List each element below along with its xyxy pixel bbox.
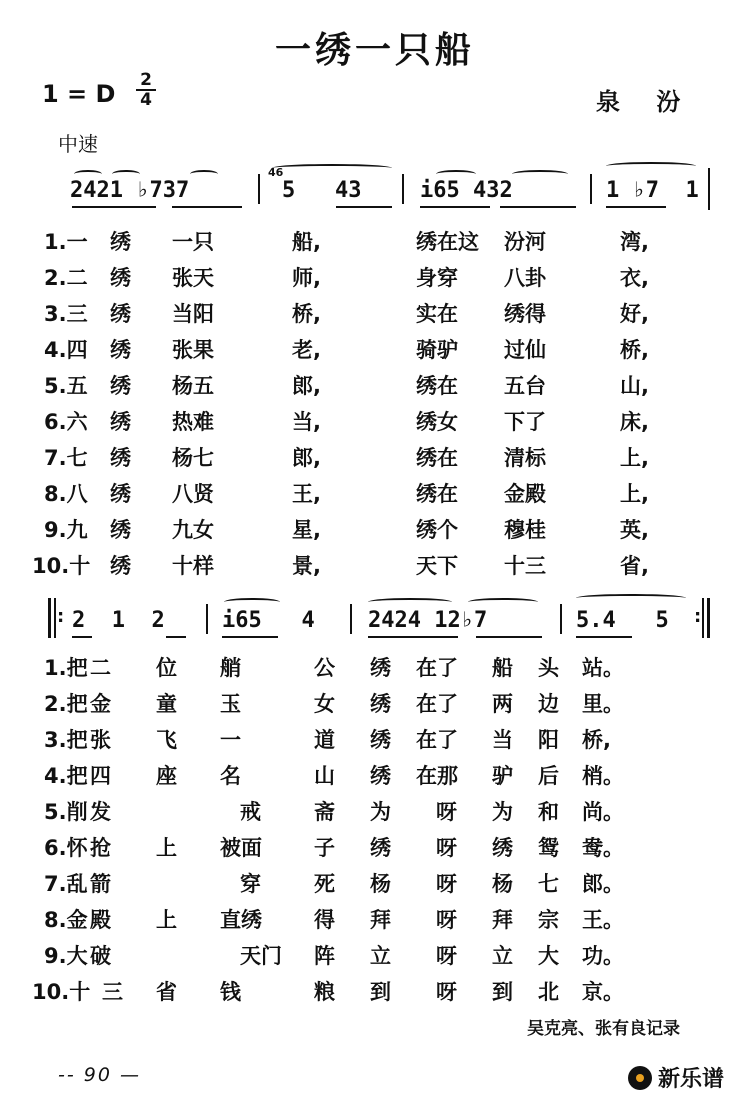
lyric-syllable: 金殿 <box>504 482 546 506</box>
lyric-syllable: 斋 <box>314 800 335 824</box>
lyric-syllable: 8.八 <box>44 482 88 506</box>
lyric-syllable: 7.乱 <box>44 872 88 896</box>
lyric-syllable: 湾, <box>620 230 649 254</box>
lyric-syllable: 穆桂 <box>504 518 546 542</box>
lyric-syllable: 抢 <box>90 836 111 860</box>
lyric-syllable: 上 <box>156 836 177 860</box>
verse2-line-4 <box>44 760 704 796</box>
lyric-syllable: 绣在 <box>416 374 458 398</box>
lyric-syllable: 二 <box>90 656 111 680</box>
lyric-syllable: 好, <box>620 302 649 326</box>
lyric-syllable: 张 <box>90 728 111 752</box>
lyric-syllable: 8.金 <box>44 908 88 932</box>
lyric-syllable: 热难 <box>172 410 214 434</box>
page-number: -- 90 — <box>58 1064 141 1086</box>
lyric-syllable: 桥, <box>292 302 321 326</box>
lyric-syllable: 当阳 <box>172 302 214 326</box>
lyric-syllable: 清标 <box>504 446 546 470</box>
verse1-line-6 <box>44 406 704 442</box>
lyric-syllable: 在了 <box>416 656 458 680</box>
lyric-syllable: 杨七 <box>172 446 214 470</box>
genre-label: 泉 汾 <box>596 88 695 116</box>
lyric-syllable: 八卦 <box>504 266 546 290</box>
lyric-syllable: 箭 <box>90 872 111 896</box>
verses-block-2 <box>0 652 750 1012</box>
verse2-line-7 <box>44 868 704 904</box>
lyric-syllable: 绣 <box>110 302 131 326</box>
lyric-syllable: 发 <box>90 800 111 824</box>
lyric-syllable: 绣个 <box>416 518 458 542</box>
lyric-syllable: 绣 <box>110 518 131 542</box>
lyric-syllable: 绣 <box>370 728 391 752</box>
lyric-syllable: 呀 <box>436 872 457 896</box>
transcription-credit: 吴克亮、张有良记录 <box>527 1019 680 1039</box>
staff-2: : 2 1 2 i65 4 2424 12♭7 5.4 5 : <box>0 598 750 648</box>
lyric-syllable: 船, <box>292 230 321 254</box>
lyric-syllable: 绣 <box>110 482 131 506</box>
lyric-syllable: 上 <box>156 908 177 932</box>
lyric-syllable: 绣女 <box>416 410 458 434</box>
record-disc-icon <box>628 1066 652 1090</box>
verse1-line-4 <box>44 334 704 370</box>
lyric-syllable: 阳 <box>538 728 559 752</box>
lyric-syllable: 座 <box>156 764 177 788</box>
lyric-syllable: 绣 <box>370 836 391 860</box>
lyric-syllable: 杨五 <box>172 374 214 398</box>
lyric-syllable: 后 <box>538 764 559 788</box>
lyric-syllable: 郎。 <box>582 872 624 896</box>
lyric-syllable: 大 <box>538 944 559 968</box>
verse2-line-10 <box>32 976 704 1012</box>
lyric-syllable: 鸯。 <box>582 836 624 860</box>
lyric-syllable: 绣 <box>370 692 391 716</box>
lyric-syllable: 老, <box>292 338 321 362</box>
lyric-syllable: 殿 <box>90 908 111 932</box>
lyric-syllable: 1.一 <box>44 230 88 254</box>
staff2-measure-1: 2 1 2 <box>72 608 165 633</box>
verse2-line-9 <box>44 940 704 976</box>
lyric-syllable: 王, <box>292 482 321 506</box>
lyric-syllable: 五台 <box>504 374 546 398</box>
lyric-syllable: 9.九 <box>44 518 88 542</box>
lyric-syllable: 十三 <box>504 554 546 578</box>
staff1-measure-2: 5 43 <box>282 178 362 203</box>
lyric-syllable: 呀 <box>436 944 457 968</box>
lyric-syllable: 绣在 <box>416 446 458 470</box>
lyric-syllable: 位 <box>156 656 177 680</box>
lyric-syllable: 戒 <box>240 800 261 824</box>
verse1-line-2 <box>44 262 704 298</box>
lyric-syllable: 骑驴 <box>416 338 458 362</box>
verse2-line-5 <box>44 796 704 832</box>
lyric-syllable: 到 <box>370 980 391 1004</box>
lyric-syllable: 直绣 <box>220 908 262 932</box>
lyric-syllable: 八贤 <box>172 482 214 506</box>
lyric-syllable: 绣 <box>110 338 131 362</box>
lyric-syllable: 边 <box>538 692 559 716</box>
lyric-syllable: 上, <box>620 446 649 470</box>
tempo-marking: 中速 <box>58 132 98 156</box>
staff1-measure-4: 1 ♭7 1 <box>606 178 699 203</box>
staff1-grace-notes: 46 <box>268 166 284 179</box>
lyric-syllable: 绣在这 <box>416 230 479 254</box>
lyric-syllable: 名 <box>220 764 241 788</box>
lyric-syllable: 在那 <box>416 764 458 788</box>
key-signature: 1 = D <box>42 80 116 108</box>
lyric-syllable: 被面 <box>220 836 262 860</box>
lyric-syllable: 10.十 <box>32 980 91 1004</box>
lyric-syllable: 在了 <box>416 728 458 752</box>
lyric-syllable: 穿 <box>240 872 261 896</box>
lyric-syllable: 呀 <box>436 980 457 1004</box>
verse2-line-8 <box>44 904 704 940</box>
lyric-syllable: 4.四 <box>44 338 88 362</box>
lyric-syllable: 九女 <box>172 518 214 542</box>
verse1-line-3 <box>44 298 704 334</box>
lyric-syllable: 呀 <box>436 908 457 932</box>
lyric-syllable: 省, <box>620 554 649 578</box>
lyric-syllable: 山 <box>314 764 335 788</box>
lyric-syllable: 女 <box>314 692 335 716</box>
staff2-measure-2: i65 4 <box>222 608 315 633</box>
lyric-syllable: 王。 <box>582 908 624 932</box>
verse1-line-1 <box>44 226 704 262</box>
lyric-syllable: 张天 <box>172 266 214 290</box>
lyric-syllable: 在了 <box>416 692 458 716</box>
lyric-syllable: 飞 <box>156 728 177 752</box>
lyric-syllable: 宗 <box>538 908 559 932</box>
verse2-line-1 <box>44 652 704 688</box>
lyric-syllable: 星, <box>292 518 321 542</box>
verse2-line-2 <box>44 688 704 724</box>
staff-1 <box>0 168 750 218</box>
song-title: 一绣一只船 <box>274 30 475 71</box>
lyric-syllable: 京。 <box>582 980 624 1004</box>
lyric-syllable: 床, <box>620 410 649 434</box>
lyric-syllable: 5.五 <box>44 374 88 398</box>
lyric-syllable: 呀 <box>436 836 457 860</box>
lyric-syllable: 张果 <box>172 338 214 362</box>
lyric-syllable: 拜 <box>370 908 391 932</box>
lyric-syllable: 当 <box>492 728 513 752</box>
verse1-line-7 <box>44 442 704 478</box>
lyric-syllable: 立 <box>492 944 513 968</box>
lyric-syllable: 绣 <box>370 764 391 788</box>
lyric-syllable: 破 <box>90 944 111 968</box>
lyric-syllable: 得 <box>314 908 335 932</box>
time-signature <box>136 72 156 108</box>
lyric-syllable: 5.削 <box>44 800 88 824</box>
lyric-syllable: 到 <box>492 980 513 1004</box>
lyric-syllable: 师, <box>292 266 321 290</box>
lyric-syllable: 6.怀 <box>44 836 88 860</box>
lyric-syllable: 绣得 <box>504 302 546 326</box>
lyric-syllable: 和 <box>538 800 559 824</box>
site-logo[interactable] <box>628 1062 724 1093</box>
time-signature-bottom: 4 <box>140 90 152 110</box>
staff1-measure-3: i65 432 <box>420 178 513 203</box>
lyric-syllable: 山, <box>620 374 649 398</box>
lyric-syllable: 驴 <box>492 764 513 788</box>
lyric-syllable: 9.大 <box>44 944 88 968</box>
lyric-syllable: 4.把 <box>44 764 88 788</box>
lyric-syllable: 拜 <box>492 908 513 932</box>
lyric-syllable: 衣, <box>620 266 649 290</box>
verse2-line-3 <box>44 724 704 760</box>
lyric-syllable: 七 <box>538 872 559 896</box>
lyric-syllable: 当, <box>292 410 321 434</box>
lyric-syllable: 6.六 <box>44 410 88 434</box>
lyric-syllable: 阵 <box>314 944 335 968</box>
lyric-syllable: 艄 <box>220 656 241 680</box>
lyric-syllable: 三 <box>102 980 123 1004</box>
lyric-syllable: 站。 <box>582 656 624 680</box>
lyric-syllable: 郎, <box>292 446 321 470</box>
lyric-syllable: 汾河 <box>504 230 546 254</box>
lyric-syllable: 童 <box>156 692 177 716</box>
lyric-syllable: 天门 <box>240 944 282 968</box>
lyric-syllable: 绣 <box>110 266 131 290</box>
lyric-syllable: 船 <box>492 656 513 680</box>
lyric-syllable: 为 <box>370 800 391 824</box>
lyric-syllable: 公 <box>314 656 335 680</box>
lyric-syllable: 钱 <box>220 980 241 1004</box>
logo-text: 新乐谱 <box>658 1067 725 1092</box>
time-signature-top: 2 <box>140 70 152 90</box>
verse1-line-9 <box>44 514 704 550</box>
lyric-syllable: 绣 <box>370 656 391 680</box>
lyric-syllable: 2.二 <box>44 266 88 290</box>
lyric-syllable: 桥, <box>620 338 649 362</box>
staff1-measure-1: 2421 ♭737 <box>70 178 190 203</box>
lyric-syllable: 10.十 <box>32 554 91 578</box>
lyric-syllable: 立 <box>370 944 391 968</box>
lyric-syllable: 3.三 <box>44 302 88 326</box>
lyric-syllable: 英, <box>620 518 649 542</box>
lyric-syllable: 下了 <box>504 410 546 434</box>
lyric-syllable: 子 <box>314 836 335 860</box>
lyric-syllable: 杨 <box>492 872 513 896</box>
lyric-syllable: 四 <box>90 764 111 788</box>
lyric-syllable: 3.把 <box>44 728 88 752</box>
lyric-syllable: 两 <box>492 692 513 716</box>
lyric-syllable: 省 <box>156 980 177 1004</box>
lyric-syllable: 绣 <box>110 374 131 398</box>
lyric-syllable: 金 <box>90 692 111 716</box>
lyric-syllable: 1.把 <box>44 656 88 680</box>
verse1-line-5 <box>44 370 704 406</box>
lyric-syllable: 一只 <box>172 230 214 254</box>
lyric-syllable: 天下 <box>416 554 458 578</box>
lyric-syllable: 过仙 <box>504 338 546 362</box>
lyric-syllable: 绣 <box>110 410 131 434</box>
lyric-syllable: 死 <box>314 872 335 896</box>
lyric-syllable: 玉 <box>220 692 241 716</box>
lyric-syllable: 身穿 <box>416 266 458 290</box>
verse1-line-8 <box>44 478 704 514</box>
lyric-syllable: 十样 <box>172 554 214 578</box>
lyric-syllable: 2.把 <box>44 692 88 716</box>
lyric-syllable: 北 <box>538 980 559 1004</box>
lyric-syllable: 桥, <box>582 728 611 752</box>
lyric-syllable: 鸳 <box>538 836 559 860</box>
staff2-measure-3: 2424 12♭7 <box>368 608 488 633</box>
lyric-syllable: 绣 <box>110 446 131 470</box>
lyric-syllable: 7.七 <box>44 446 88 470</box>
lyric-syllable: 绣 <box>110 554 131 578</box>
lyric-syllable: 梢。 <box>582 764 624 788</box>
lyric-syllable: 绣 <box>492 836 513 860</box>
lyric-syllable: 尚。 <box>582 800 624 824</box>
lyric-syllable: 绣在 <box>416 482 458 506</box>
lyric-syllable: 道 <box>314 728 335 752</box>
verse2-line-6 <box>44 832 704 868</box>
lyric-syllable: 景, <box>292 554 321 578</box>
lyric-syllable: 为 <box>492 800 513 824</box>
lyric-syllable: 一 <box>220 728 241 752</box>
lyric-syllable: 郎, <box>292 374 321 398</box>
verses-block-1 <box>0 226 750 586</box>
lyric-syllable: 粮 <box>314 980 335 1004</box>
lyric-syllable: 里。 <box>582 692 624 716</box>
lyric-syllable: 呀 <box>436 800 457 824</box>
lyric-syllable: 杨 <box>370 872 391 896</box>
verse1-line-10 <box>32 550 704 586</box>
lyric-syllable: 头 <box>538 656 559 680</box>
lyric-syllable: 上, <box>620 482 649 506</box>
lyric-syllable: 绣 <box>110 230 131 254</box>
staff2-measure-4: 5.4 5 <box>576 608 669 633</box>
lyric-syllable: 功。 <box>582 944 624 968</box>
lyric-syllable: 实在 <box>416 302 458 326</box>
